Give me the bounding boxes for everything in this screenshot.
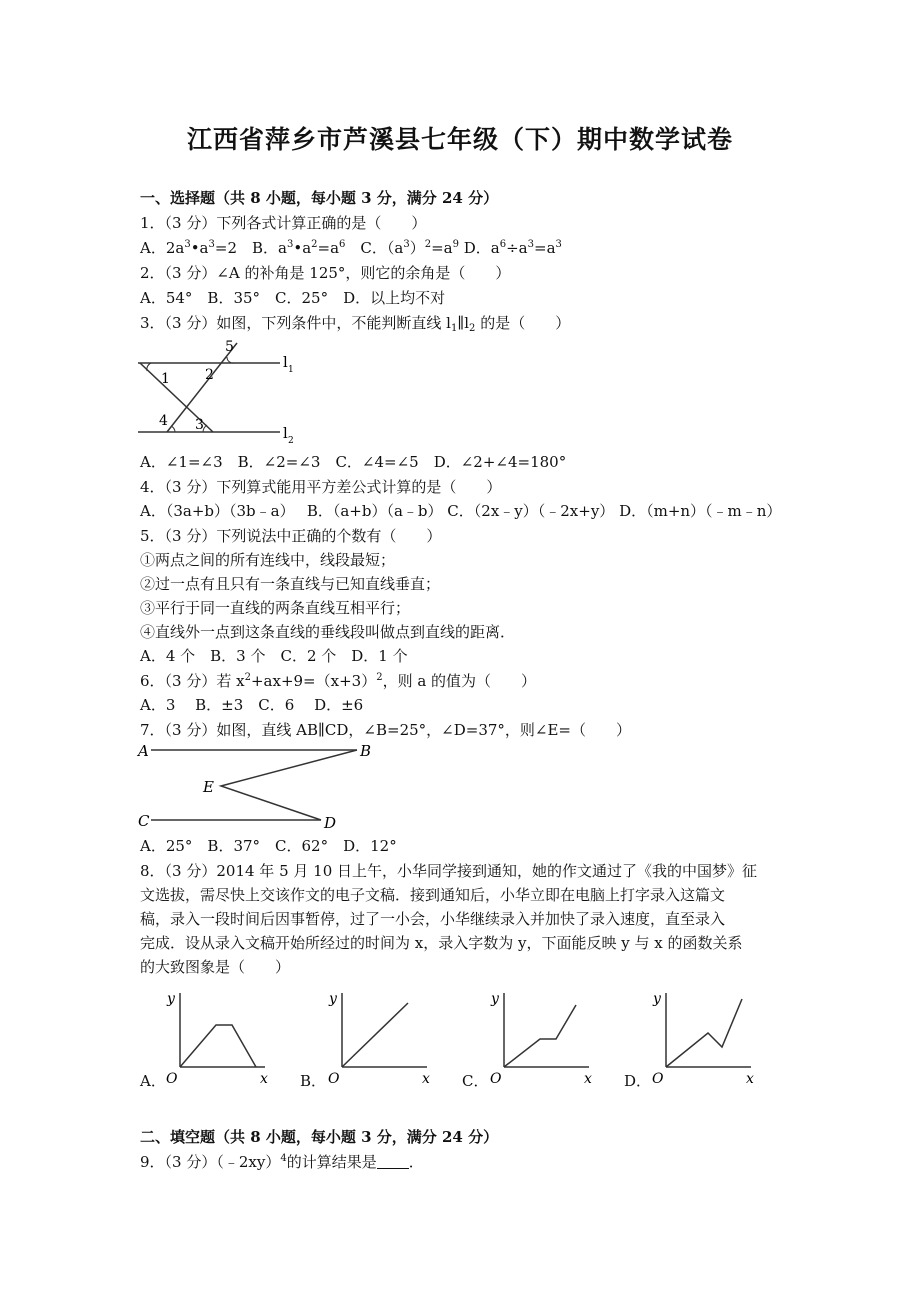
graph-d-label: D．	[624, 1072, 652, 1090]
graph-c-label: C．	[462, 1072, 489, 1090]
question-8-line: 8．（3 分）2014 年 5 月 10 日上午，小华同学接到通知，她的作文通过了《我的中国梦》征	[140, 862, 758, 880]
question-5-item: ①两点之间的所有连线中，线段最短；	[140, 551, 396, 569]
question-5-stem: 5．（3 分）下列说法中正确的个数有（ ）	[140, 527, 442, 545]
graph-d	[646, 985, 766, 1093]
point-b-label: B	[360, 742, 372, 760]
question-2-stem: 2．（3 分）∠A 的补角是 125°，则它的余角是（ ）	[140, 264, 511, 282]
point-d-label: D	[324, 814, 337, 832]
question-1-stem: 1．（3 分）下列各式计算正确的是（ ）	[140, 214, 427, 232]
graph-b	[322, 985, 442, 1093]
line-l1-subscript: 1	[288, 365, 294, 375]
point-c-label: C	[138, 812, 150, 830]
angle-3-label: 3	[195, 417, 204, 433]
question-8-line: 的大致图象是（ ）	[140, 958, 291, 976]
parallel-lines-figure	[135, 335, 305, 447]
angle-4-label: 4	[159, 413, 168, 429]
question-8-line: 完成．设从录入文稿开始所经过的时间为 x，录入字数为 y，下面能反映 y 与 x 的函数关系	[140, 934, 743, 952]
question-3-stem: 3．（3 分）如图，下列条件中，不能判断直线 $l_1\parallel l_2$ 的是（ ）	[140, 314, 571, 334]
graph-d-origin-label: O	[652, 1071, 664, 1087]
graph-b-x-axis-label: x	[422, 1071, 430, 1087]
point-a-label: A	[138, 742, 149, 760]
graph-a-origin-label: O	[166, 1071, 178, 1087]
graph-a-y-axis-label: y	[167, 991, 175, 1007]
graph-c-origin-label: O	[490, 1071, 502, 1087]
point-e-label: E	[203, 778, 214, 796]
question-5-item: ③平行于同一直线的两条直线互相平行；	[140, 599, 411, 617]
line-l2-label: l	[283, 424, 288, 442]
question-7-stem: 7．（3 分）如图，直线 AB∥CD，∠B=25°，∠D=37°，则∠E=（ ）	[140, 721, 631, 739]
section-2-heading: 二、填空题（共 8 小题，每小题 3 分，满分 24 分）	[140, 1128, 499, 1146]
angle-2-label: 2	[205, 367, 214, 383]
graph-c-x-axis-label: x	[584, 1071, 592, 1087]
graph-c	[484, 985, 604, 1093]
graph-c-y-axis-label: y	[491, 991, 499, 1007]
answer-blank[interactable]	[377, 1154, 409, 1169]
graph-a	[160, 985, 280, 1093]
question-5-item: ②过一点有且只有一条直线与已知直线垂直；	[140, 575, 441, 593]
graph-d-y-axis-label: y	[653, 991, 661, 1007]
question-5-item: ④直线外一点到这条直线的垂线段叫做点到直线的距离．	[140, 623, 516, 641]
question-6-stem: 6．（3 分）若 $x^2+ax+9=(x+3)^2$，则 a 的值为（ ）	[140, 672, 537, 690]
graph-b-label: B．	[300, 1072, 327, 1090]
angle-1-label: 1	[161, 371, 170, 387]
question-8-line: 稿，录入一段时间后因事暂停，过了一小会，小华继续录入并加快了录入速度，直至录入	[140, 910, 726, 928]
graph-b-y-axis-label: y	[329, 991, 337, 1007]
question-6-options: A．3 B．±3 C．6 D．±6	[140, 696, 364, 714]
graph-a-label: A．	[140, 1072, 166, 1090]
ab-cd-parallel-figure	[135, 738, 372, 833]
question-5-options: A．4 个 B．3 个 C．2 个 D．1 个	[140, 647, 408, 665]
question-1-options: A．$2a^3•a^3=2$ B．$a^3•a^2=a^6$ C．$(a^3)^2=a^9$ D．$a^6\div a^3=a^3$	[140, 239, 562, 257]
question-4-stem: 4．（3 分）下列算式能用平方差公式计算的是（ ）	[140, 478, 502, 496]
question-3-options: A．∠1=∠3 B．∠2=∠3 C．∠4=∠5 D．∠2+∠4=180°	[140, 453, 567, 471]
line-l2-subscript: 2	[288, 436, 294, 446]
page-title: 江西省萍乡市芦溪县七年级（下）期中数学试卷	[186, 125, 733, 154]
question-9-stem: 9．（3 分）（﹣2xy）$^4$的计算结果是 ．	[140, 1153, 424, 1171]
question-2-options: A．54° B．35° C．25° D．以上均不对	[140, 289, 446, 307]
question-8-line: 文选拔，需尽快上交该作文的电子文稿．接到通知后，小华立即在电脑上打字录入这篇文	[140, 886, 726, 904]
graph-b-origin-label: O	[328, 1071, 340, 1087]
section-1-heading: 一、选择题（共 8 小题，每小题 3 分，满分 24 分）	[140, 189, 499, 207]
angle-5-label: 5	[225, 339, 234, 355]
question-4-options: A．（3a+b）（3b﹣a） B．（a+b）（a﹣b） C．（2x﹣y）（﹣2x+y） D．（m+n）（﹣m﹣n）	[140, 502, 782, 520]
graph-d-x-axis-label: x	[746, 1071, 754, 1087]
line-l1-label: l	[283, 353, 288, 371]
question-7-options: A．25° B．37° C．62° D．12°	[140, 837, 397, 855]
graph-a-x-axis-label: x	[260, 1071, 268, 1087]
